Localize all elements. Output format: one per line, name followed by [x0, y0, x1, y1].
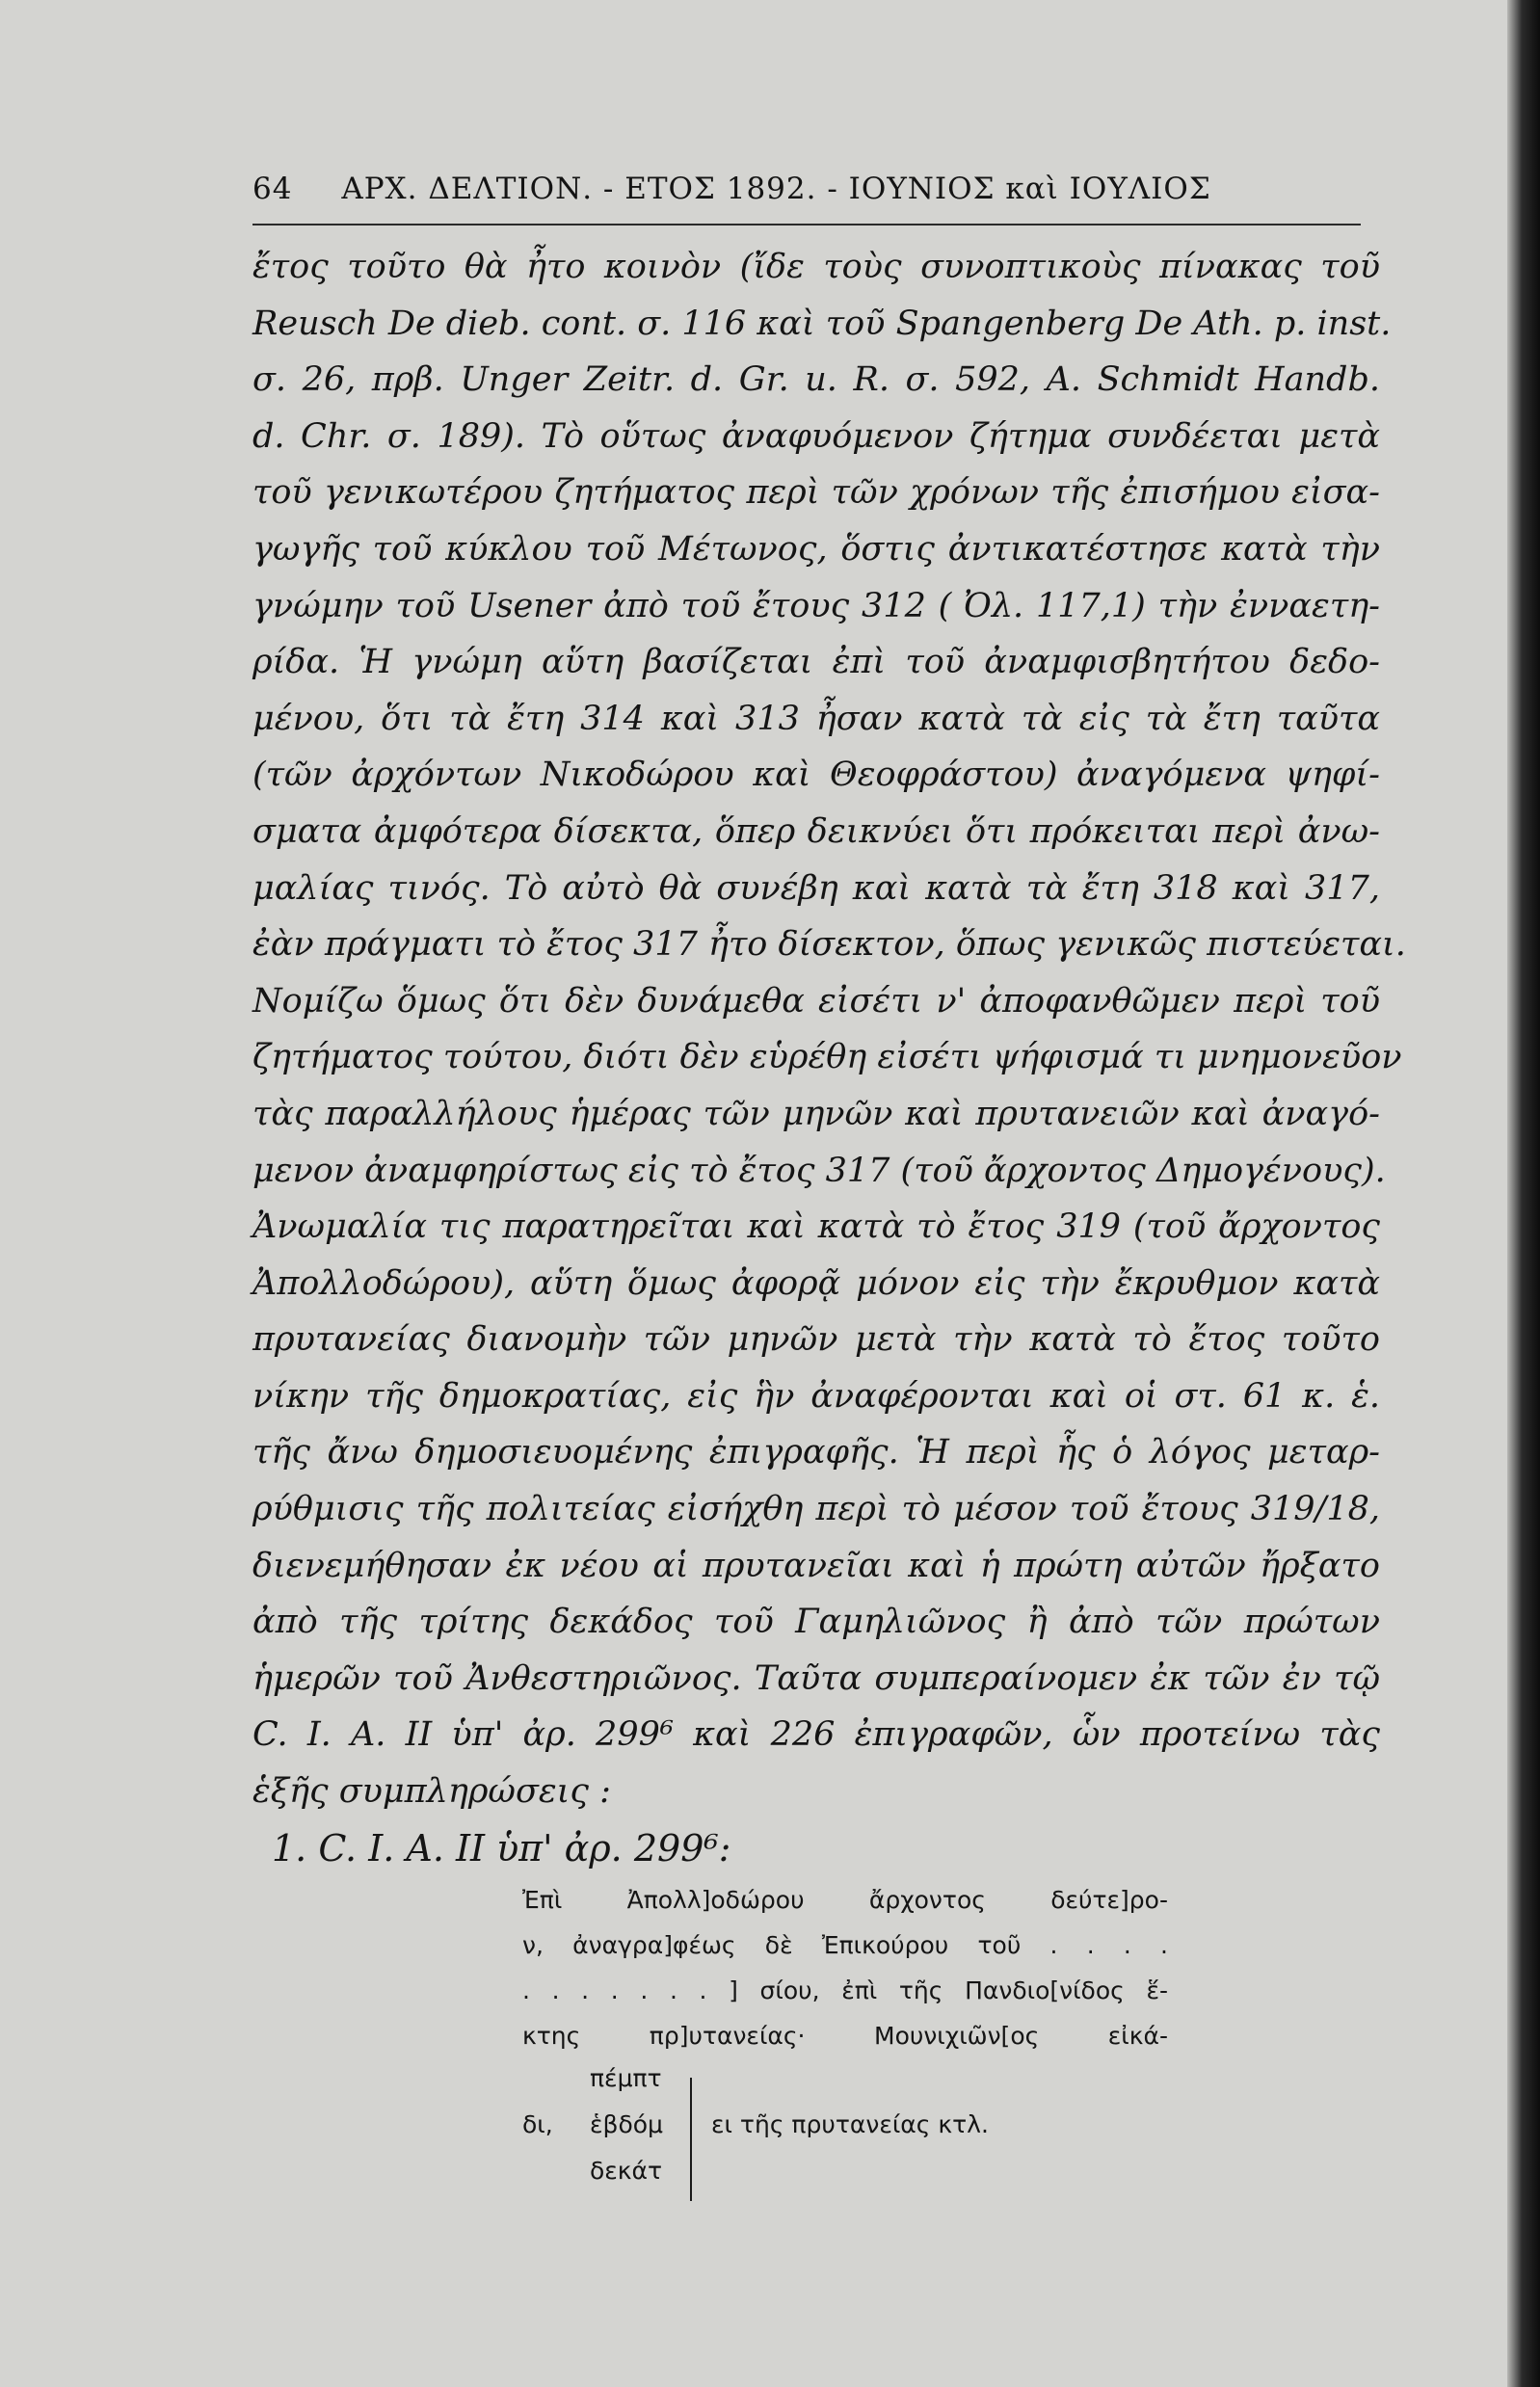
inscription-alternatives [522, 2064, 1197, 2209]
text-line: ρύθμισις τῆς πολιτείας εἰσήχθη περὶ τὸ μέσον τοῦ ἔτους 319/18, [252, 1490, 1380, 1529]
text-line: ἔτος τοῦτο θὰ ἦτο κοινὸν (ἴδε τοὺς συνοπτικοὺς πίνακας τοῦ [252, 248, 1380, 286]
text-line: ἡμερῶν τοῦ Ἀνθεστηριῶνος. Ταῦτα συμπεραίνομεν ἐκ τῶν ἐν τῷ [252, 1658, 1380, 1698]
brace-line [690, 2078, 692, 2201]
text-line: μενον ἀναμφηρίστως εἰς τὸ ἔτος 317 (τοῦ ἄρχοντος Δημογένους). [252, 1151, 1386, 1190]
inscription-line: . . . . . . . ] σίου, ἐπὶ τῆς Πανδιο[νίδος ἕ- [522, 1976, 1168, 2004]
inscription-line: κτης πρ]υτανείας· Μουνιχιῶν[ος εἰκά- [522, 2022, 1168, 2050]
alt-option: δεκάτ [590, 2157, 663, 2185]
running-title: ΑΡΧ. ΔΕΛΤΙΟΝ. - ΕΤΟΣ 1892. - ΙΟΥΝΙΟΣ καὶ ΙΟΥΛΙΟΣ [341, 172, 1211, 206]
text-line: Reusch De dieb. cont. σ. 116 καὶ τοῦ Spangenberg De Ath. p. inst. [252, 304, 1392, 343]
text-line: ἀπὸ τῆς τρίτης δεκάδος τοῦ Γαμηλιῶνος ἢ ἀπὸ τῶν πρώτων [252, 1603, 1380, 1642]
inscription-citation: 1. C. I. A. II ὑπ' ἀρ. 299⁶: [272, 1827, 731, 1870]
text-line: C. I. A. II ὑπ' ἀρ. 299⁶ καὶ 226 ἐπιγραφῶν, ὧν προτείνω τὰς [252, 1715, 1380, 1755]
text-line: μένου, ὅτι τὰ ἔτη 314 καὶ 313 ἦσαν κατὰ τὰ εἰς τὰ ἔτη ταῦτα [252, 699, 1380, 738]
text-line: τοῦ γενικωτέρου ζητήματος περὶ τῶν χρόνων τῆς ἐπισήμου εἰσα- [252, 473, 1380, 513]
text-line: d. Chr. σ. 189). Τὸ οὕτως ἀναφυόμενον ζήτημα συνδέεται μετὰ [252, 416, 1380, 456]
text-line: ζητήματος τούτου, διότι δὲν εὑρέθη εἰσέτι ψήφισμά τι μνημονεῦον [252, 1038, 1402, 1077]
text-line: τὰς παραλλήλους ἡμέρας τῶν μηνῶν καὶ πρυτανειῶν καὶ ἀναγό- [252, 1094, 1380, 1133]
text-line: Ἀπολλοδώρου), αὕτη ὅμως ἀφορᾷ μόνον εἰς τὴν ἔκρυθμον κατὰ [252, 1263, 1380, 1303]
text-line: γωγῆς τοῦ κύκλου τοῦ Μέτωνος, ὅστις ἀντικατέστησε κατὰ τὴν [252, 529, 1380, 569]
text-line: Ἀνωμαλία τις παρατηρεῖται καὶ κατὰ τὸ ἔτος 319 (τοῦ ἄρχοντος [252, 1207, 1380, 1247]
text-line: ἑξῆς συμπληρώσεις : [252, 1772, 611, 1812]
body-text [252, 239, 1406, 1820]
text-line: (τῶν ἀρχόντων Νικοδώρου καὶ Θεοφράστου) ἀναγόμενα ψηφί- [252, 756, 1380, 795]
text-line: γνώμην τοῦ Usener ἀπὸ τοῦ ἔτους 312 ( Ὀλ. 117,1) τὴν ἐνναετη- [252, 586, 1380, 625]
alt-right-text: ει τῆς πρυτανείας κτλ. [711, 2110, 989, 2138]
inscription-line: Ἐπὶ Ἀπολλ]οδώρου ἄρχοντος δεύτε]ρο- [522, 1886, 1168, 1914]
alt-left-text: δι, [522, 2110, 553, 2138]
text-line: ἐὰν πράγματι τὸ ἔτος 317 ἦτο δίσεκτον, ὅπως γενικῶς πιστεύεται. [252, 925, 1406, 965]
text-line: σματα ἀμφότερα δίσεκτα, ὅπερ δεικνύει ὅτι πρόκειται περὶ ἀνω- [252, 811, 1380, 851]
alt-option: ἑβδόμ [590, 2110, 663, 2138]
text-line: τῆς ἄνω δημοσιευομένης ἐπιγραφῆς. Ἡ περὶ ἧς ὁ λόγος μεταρ- [252, 1433, 1380, 1472]
text-line: σ. 26, πρβ. Unger Zeitr. d. Gr. u. R. σ. 592, A. Schmidt Handb. [252, 360, 1380, 400]
inscription-text [522, 1877, 1168, 2058]
text-line: πρυτανείας διανομὴν τῶν μηνῶν μετὰ τὴν κατὰ τὸ ἔτος τοῦτο [252, 1320, 1380, 1360]
alt-option: πέμπτ [590, 2064, 662, 2092]
header-rule [252, 224, 1361, 225]
text-line: νίκην τῆς δημοκρατίας, εἰς ἣν ἀναφέρονται καὶ οἱ στ. 61 κ. ἑ. [252, 1376, 1380, 1416]
book-spine-shadow [1507, 0, 1540, 2387]
text-line: διενεμήθησαν ἐκ νέου αἱ πρυτανεῖαι καὶ ἡ πρώτη αὐτῶν ἤρξατο [252, 1546, 1380, 1585]
running-header [252, 172, 1322, 206]
page-number: 64 [252, 172, 293, 206]
inscription-line: ν, ἀναγρα]φέως δὲ Ἐπικούρου τοῦ . . . . [522, 1931, 1168, 1959]
text-line: ρίδα. Ἡ γνώμη αὕτη βασίζεται ἐπὶ τοῦ ἀναμφισβητήτου δεδο- [252, 643, 1380, 682]
text-line: Νομίζω ὅμως ὅτι δὲν δυνάμεθα εἰσέτι ν' ἀποφανθῶμεν περὶ τοῦ [252, 981, 1380, 1021]
text-line: μαλίας τινός. Τὸ αὐτὸ θὰ συνέβη καὶ κατὰ τὰ ἔτη 318 καὶ 317, [252, 868, 1380, 908]
